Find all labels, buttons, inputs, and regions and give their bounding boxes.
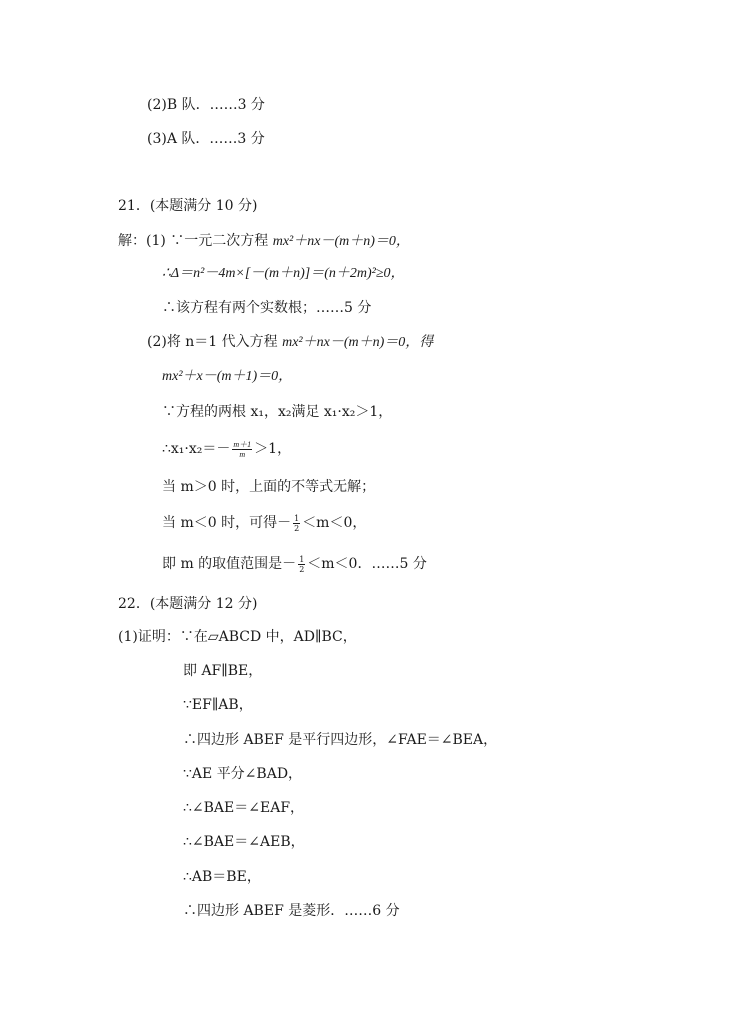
q22-proof-line-7: ∴∠BAE＝∠AEB， — [183, 834, 305, 850]
fraction-numerator: 1 — [299, 554, 305, 564]
q22-proof-line-5: ∵AE 平分∠BAD， — [183, 766, 303, 782]
q22-proof-line-1: (1)证明：∵在▱ABCD 中，AD∥BC， — [118, 629, 357, 645]
q21-range-fraction — [298, 555, 305, 574]
q21-substituted-equation: mx²＋x－(m＋1)＝0， — [162, 369, 293, 384]
q21-part2-equation: mx²＋nx－(m＋n)＝0，得 — [282, 335, 434, 350]
q21-part2-line — [147, 333, 433, 352]
fraction-denominator: 2 — [294, 523, 300, 533]
q21-part1-prefix: 解：(1) ∵一元二次方程 — [118, 233, 273, 249]
q21-root-condition: ∵方程的两根 x₁，x₂满足 x₁·x₂＞1， — [162, 404, 393, 420]
q21-product-suffix: ＞1， — [254, 441, 292, 457]
q21-case-negative-prefix: 当 m＜0 时，可得－ — [162, 515, 292, 531]
q21-case-negative-suffix: ＜m＜0， — [302, 515, 367, 531]
q21-range-suffix: ＜m＜0．……5 分 — [307, 556, 427, 572]
fraction-numerator: m＋1 — [233, 439, 252, 449]
q21-roots-conclusion: ∴该方程有两个实数根；……5 分 — [162, 300, 372, 316]
q22-proof-line-3: ∵EF∥AB， — [183, 697, 253, 713]
q20-part2: (2)B 队．……3 分 — [147, 97, 265, 113]
fraction-denominator: 2 — [299, 564, 305, 574]
q21-part2-prefix: (2)将 n＝1 代入方程 — [147, 334, 283, 350]
q22-proof-line-8: ∴AB＝BE， — [183, 869, 261, 885]
q21-range-prefix: 即 m 的取值范围是－ — [162, 556, 297, 572]
q22-proof-line-9: ∴四边形 ABEF 是菱形．……6 分 — [183, 903, 400, 919]
q22-header: 22．(本题满分 12 分) — [118, 596, 258, 612]
fraction-numerator: 1 — [294, 513, 300, 523]
q21-range-conclusion — [162, 552, 427, 576]
q21-header: 21．(本题满分 10 分) — [118, 198, 258, 214]
q21-half-fraction — [293, 514, 300, 533]
q21-case-negative — [162, 511, 366, 535]
q21-product-fraction — [232, 440, 252, 459]
q22-proof-line-6: ∴∠BAE＝∠EAF， — [183, 800, 305, 816]
q21-product-line — [162, 437, 291, 461]
fraction-denominator: m — [239, 449, 246, 459]
q21-part1-line — [118, 232, 410, 251]
q22-proof-line-2: 即 AF∥BE， — [183, 663, 263, 679]
q21-part1-equation: mx²＋nx－(m＋n)＝0， — [272, 234, 410, 249]
q22-proof-line-4: ∴四边形 ABEF 是平行四边形，∠FAE＝∠BEA， — [183, 732, 498, 748]
q20-part3: (3)A 队．……3 分 — [147, 131, 265, 147]
q21-discriminant: ∴Δ＝n²－4m×[－(m＋n)]＝(n＋2m)²≥0， — [162, 266, 405, 281]
q21-product-prefix: ∴x₁·x₂＝－ — [162, 441, 231, 457]
q21-case-positive: 当 m＞0 时，上面的不等式无解； — [162, 479, 376, 495]
